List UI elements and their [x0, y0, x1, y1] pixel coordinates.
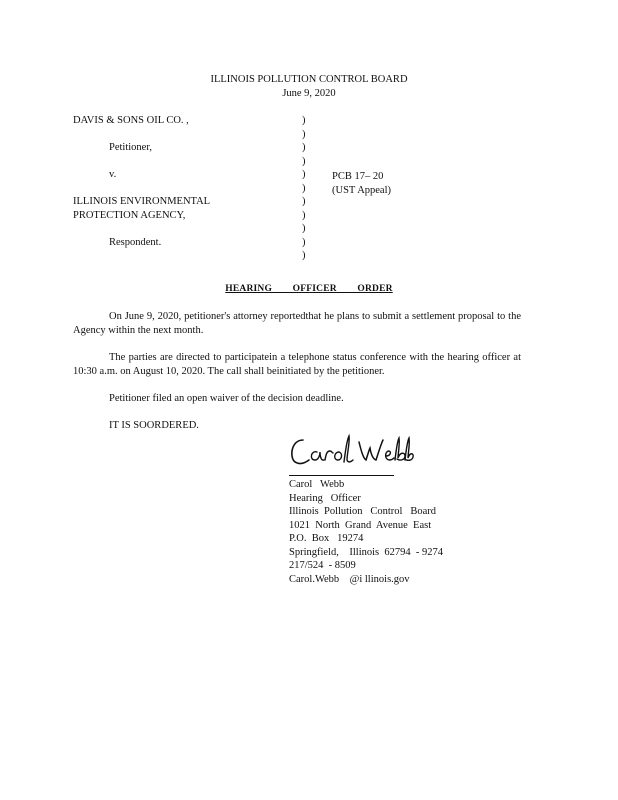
case-type: (UST Appeal)	[332, 184, 392, 196]
paren: )	[302, 155, 306, 167]
respondent-name-line1: ILLINOIS ENVIRONMENTAL	[73, 196, 211, 207]
case-caption-parties	[73, 114, 210, 249]
phone-number: 217/524 - 8509	[289, 560, 356, 571]
agency-name: ILLINOIS POLLUTION CONTROL BOARD	[210, 74, 408, 85]
email-address[interactable]: Carol.Webb @i llinois.gov	[289, 573, 410, 585]
signer-organization: Illinois Pollution Control Board	[289, 506, 437, 517]
paren: )	[302, 196, 306, 207]
paragraph-text: IT IS SOORDERED.	[109, 420, 199, 431]
paren: )	[302, 236, 306, 248]
paragraph-text: The parties are directed to participatein a telephone status conference with the hearing officer at 10:30 a.m. on August 10, 2020. The call shall beinitiated by the petitioner.	[73, 352, 521, 377]
paren: )	[302, 115, 306, 126]
signer-title: Hearing Officer	[289, 492, 361, 504]
paren: )	[302, 182, 306, 194]
petitioner-name: DAVIS & SONS OIL CO. ,	[73, 115, 189, 126]
order-paragraph	[73, 310, 521, 337]
signer-name: Carol Webb	[289, 479, 345, 490]
paren: )	[302, 128, 306, 140]
petitioner-role: Petitioner,	[109, 142, 153, 153]
po-box: P.O. Box 19274	[289, 533, 364, 544]
respondent-name-line2: PROTECTION AGENCY,	[73, 209, 186, 221]
case-number-block	[332, 170, 391, 197]
paragraph-text: Petitioner filed an open waiver of the decision deadline.	[109, 393, 344, 404]
order-paragraph	[73, 351, 521, 378]
paren: )	[302, 209, 306, 221]
handwritten-signature	[289, 432, 414, 479]
document-header	[0, 73, 618, 100]
case-number: PCB 17– 20	[332, 171, 384, 182]
order-title-text: HEARING OFFICER ORDER	[225, 284, 393, 294]
order-title	[0, 283, 618, 297]
paren: )	[302, 142, 306, 153]
signature-scribble	[289, 432, 414, 474]
respondent-role: Respondent.	[109, 236, 162, 248]
paren: )	[302, 250, 306, 261]
paragraph-text: On June 9, 2020, petitioner's attorney reportedthat he plans to submit a settlement proposal to the Agency within the next month.	[73, 311, 521, 336]
caption-parentheses	[302, 114, 306, 263]
versus-label: v.	[109, 169, 117, 180]
signature-block	[289, 478, 443, 586]
signature-line	[289, 475, 394, 476]
street-address: 1021 North Grand Avenue East	[289, 519, 432, 531]
city-state-zip: Springfield, Illinois 62794 - 9274	[289, 546, 443, 558]
paren: )	[302, 223, 306, 234]
order-date: June 9, 2020	[282, 87, 336, 99]
order-paragraph	[73, 419, 521, 433]
order-paragraph	[73, 392, 521, 406]
paren: )	[302, 169, 306, 180]
